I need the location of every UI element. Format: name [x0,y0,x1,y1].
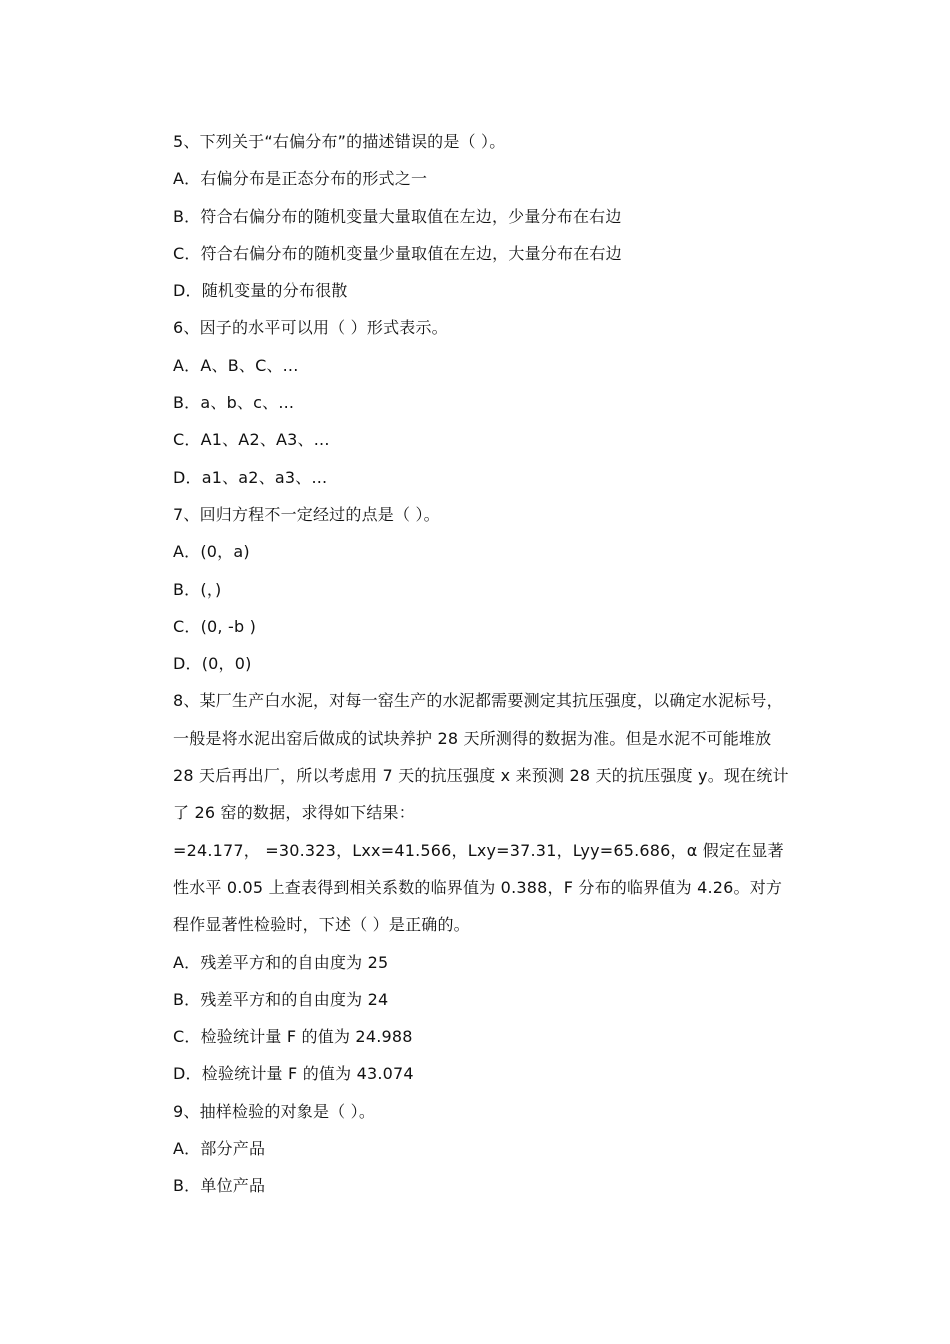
question-7-option-c: C．(0, -b ) [173,616,257,636]
question-8-option-a: A．残差平方和的自由度为 25 [173,952,389,972]
question-8-option-c: C．检验统计量 F 的值为 24.988 [173,1027,413,1047]
question-8-stem-line-6: 性水平 0.05 上查表得到相关系数的临界值为 0.388，F 分布的临界值为 4.26。对方 [173,877,783,897]
question-8-stem-line-7: 程作显著性检验时，下述（ ）是正确的。 [173,915,470,935]
question-6-option-a: A．A、B、C、... [173,355,299,375]
question-8-stem-line-3: 28 天后再出厂，所以考虑用 7 天的抗压强度 x 来预测 28 天的抗压强度 y。现在统计 [173,766,789,786]
question-5-option-b: B．符合右偏分布的随机变量大量取值在左边，少量分布在右边 [173,206,622,226]
question-7-stem: 7、回归方程不一定经过的点是（ ）。 [173,504,440,524]
question-8-option-d: D．检验统计量 F 的值为 43.074 [173,1064,414,1084]
question-5-option-c: C．符合右偏分布的随机变量少量取值在左边，大量分布在右边 [173,243,622,263]
question-8-stem-line-4: 了 26 窑的数据，求得如下结果： [173,803,415,823]
question-5-stem: 5、下列关于“右偏分布”的描述错误的是（ ）。 [173,132,506,151]
question-9-option-a: A．部分产品 [173,1139,266,1159]
question-8-stem-line-1: 8、某厂生产白水泥，对每一窑生产的水泥都需要测定其抗压强度，以确定水泥标号， [173,691,783,711]
question-7-option-b: B．(，) [173,579,222,599]
question-7-option-d: D．(0，0) [173,654,252,674]
question-8-stem-line-5: =24.177， =30.323，Lxx=41.566，Lxy=37.31，Lyy=65.686，α 假定在显著 [173,840,784,860]
question-8-stem-line-2: 一般是将水泥出窑后做成的试块养护 28 天所测得的数据为准。但是水泥不可能堆放 [173,728,772,748]
question-9-option-b: B．单位产品 [173,1176,266,1196]
question-6-option-c: C．A1、A2、A3、... [173,430,330,450]
question-9-stem: 9、抽样检验的对象是（ ）。 [173,1101,376,1121]
question-6-stem: 6、因子的水平可以用（ ）形式表示。 [173,318,448,338]
question-5-option-d: D．随机变量的分布很散 [173,281,348,301]
question-6-option-b: B．a、b、c、... [173,393,295,413]
question-7-option-a: A．(0，a) [173,542,250,562]
question-8-option-b: B．残差平方和的自由度为 24 [173,989,389,1009]
question-6-option-d: D．a1、a2、a3、... [173,467,328,487]
question-5-option-a: A．右偏分布是正态分布的形式之一 [173,169,428,189]
document-body [173,123,813,1205]
